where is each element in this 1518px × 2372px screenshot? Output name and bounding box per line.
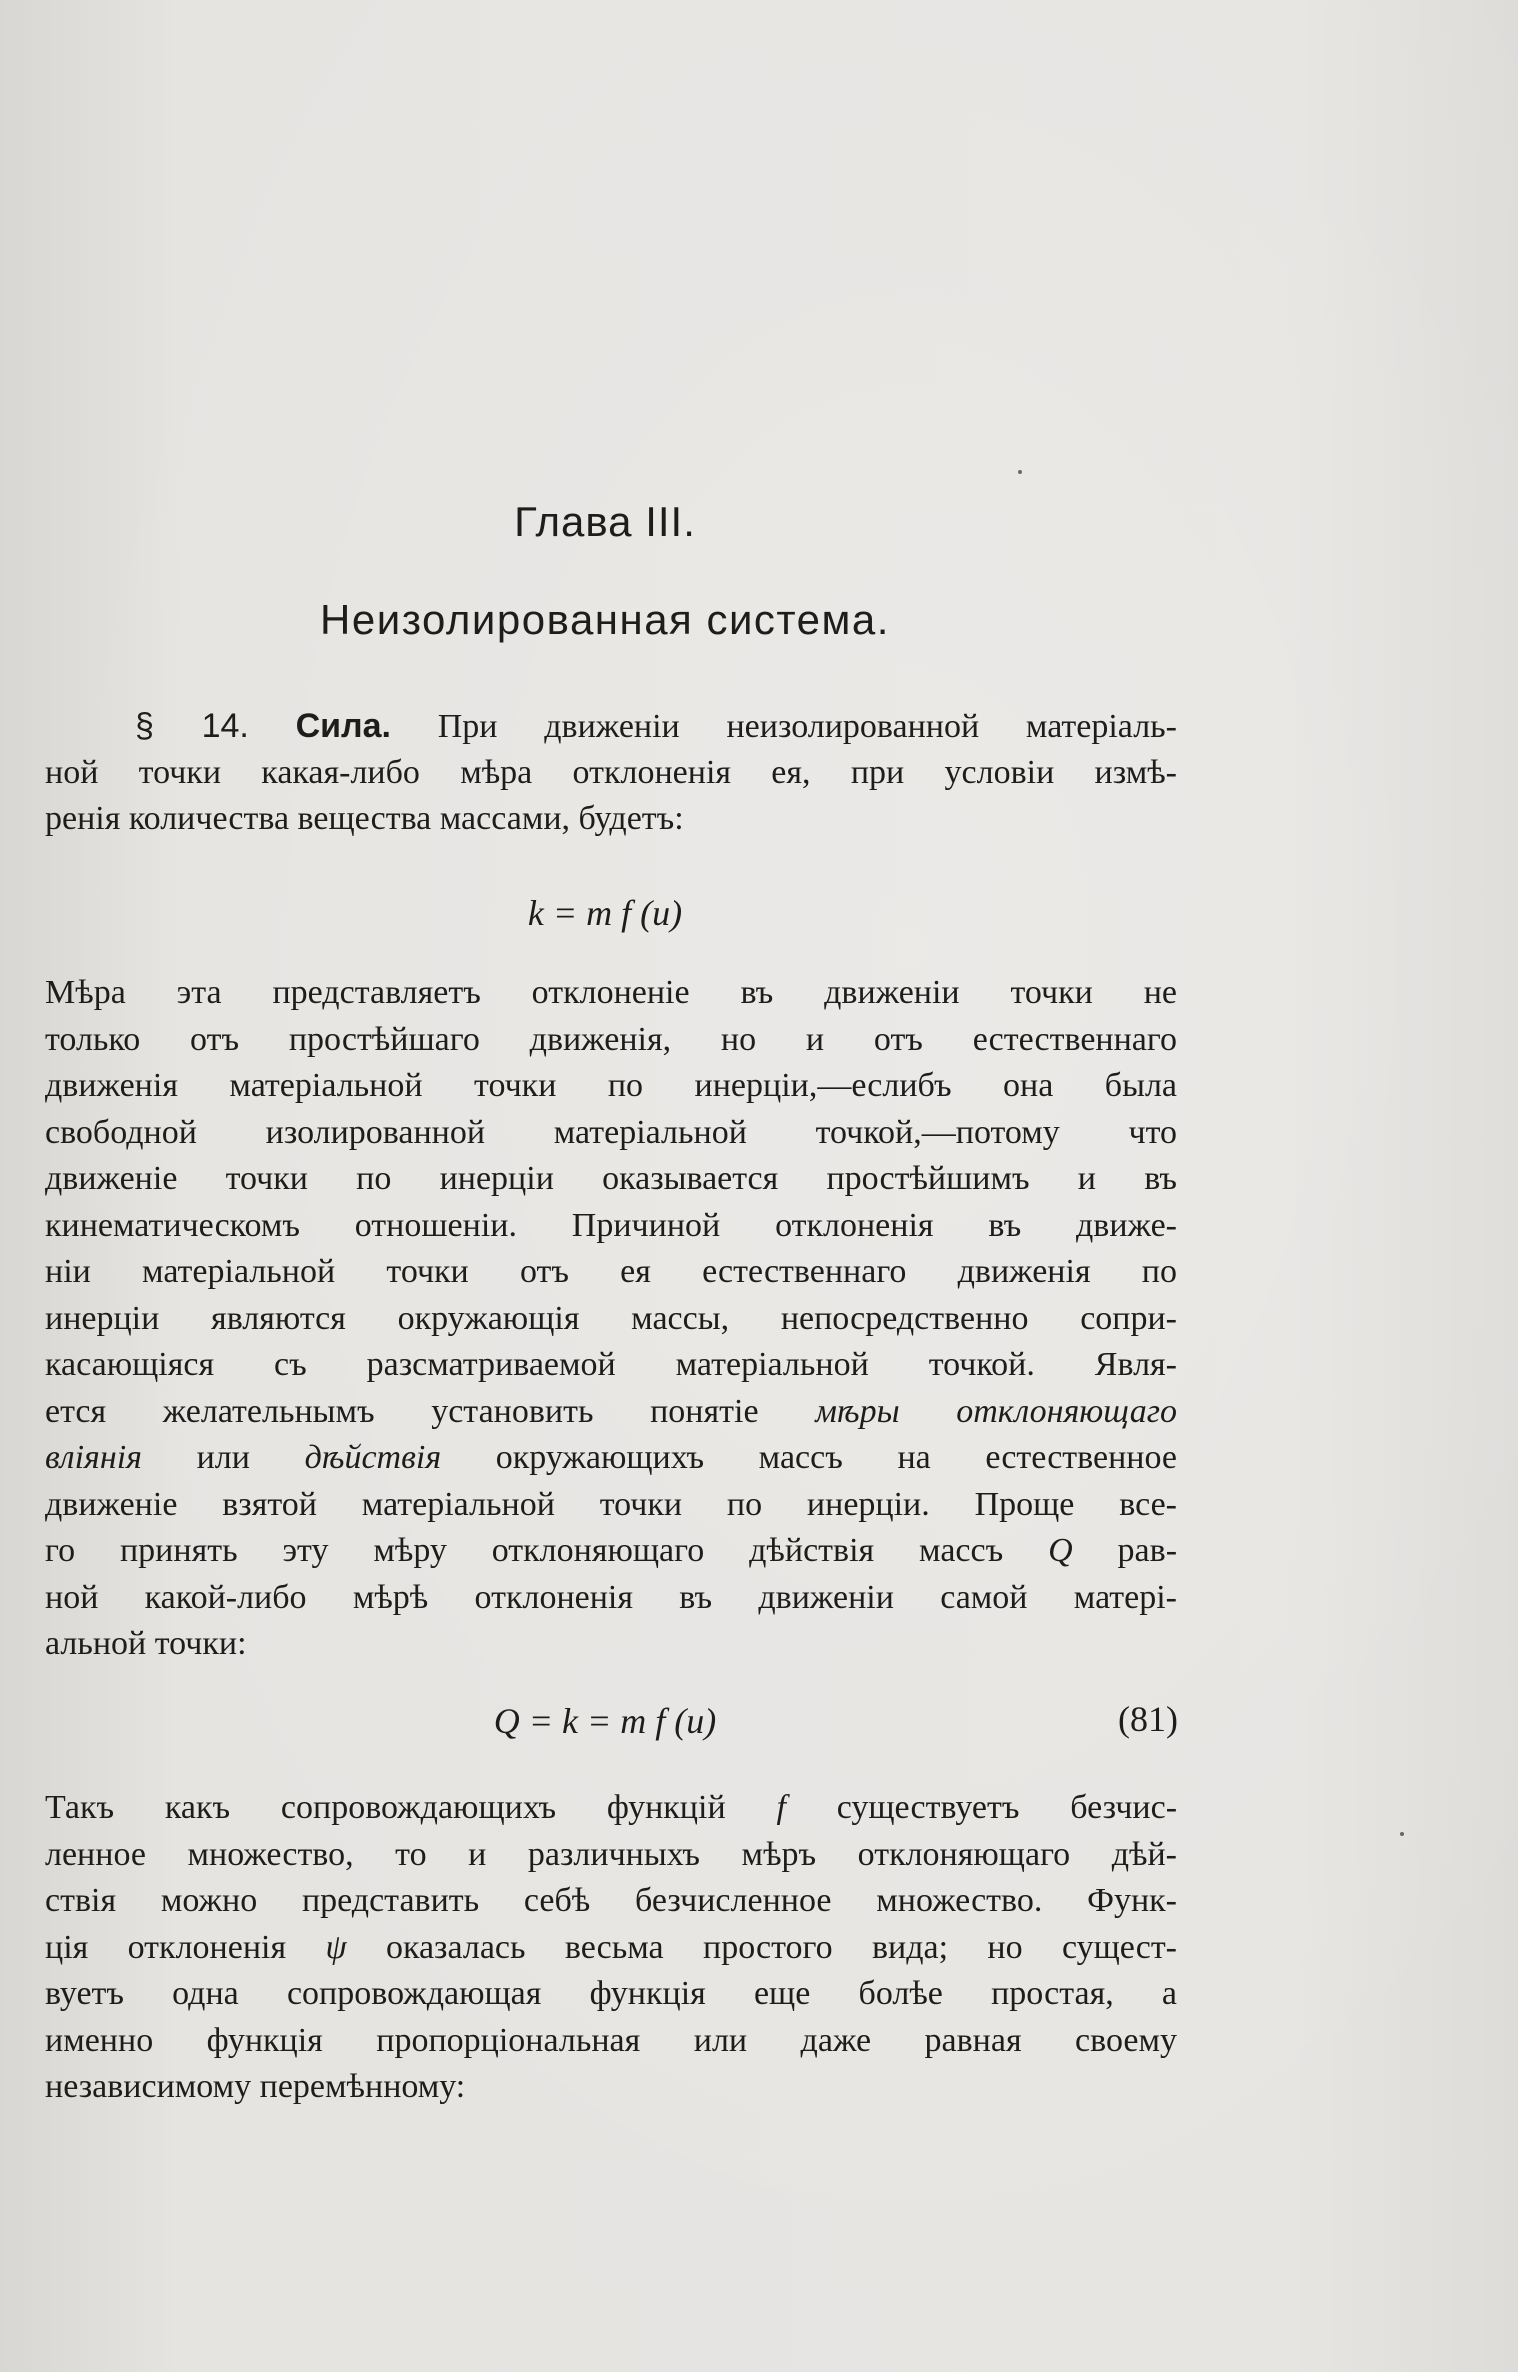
text-line: ленное множество, то и различныхъ мѣръ отклоняющаго дѣй-	[45, 1835, 1177, 1873]
emphasis-text: влiянiя	[45, 1439, 142, 1476]
text-line: нiи матерiальной точки отъ ея естественнаго движенiя по	[45, 1253, 1177, 1290]
text-line: свободной изолированной матерiальной точкой,—потому что	[45, 1113, 1177, 1151]
text-span: окружающихъ массъ на естественное	[495, 1439, 1177, 1476]
section-title: Сила.	[295, 707, 392, 745]
text-span: или	[196, 1439, 250, 1476]
text-line: ной какой-либо мѣрѣ отклоненiя въ движенiи самой матерi-	[45, 1578, 1177, 1616]
section-paragraph	[45, 703, 1177, 843]
text-line: вуетъ одна сопровождающая функцiя еще болѣе простая, а	[45, 1975, 1177, 2012]
formula-k: k = m f (u)	[527, 893, 683, 933]
text-line: именно функцiя пропорцiональная или даже равная своему	[45, 2021, 1177, 2059]
formula-q: Q = k = m f (u)	[493, 1701, 717, 1741]
text-line: инерцiи являются окружающiя массы, непосредственно сопри-	[45, 1299, 1177, 1337]
text-line	[45, 1528, 1177, 1575]
text-line: Мѣра эта представляетъ отклоненiе въ движенiи точки не	[45, 974, 1177, 1011]
text-line: ной точки какая-либо мѣра отклоненiя ея, при условiи измѣ-	[45, 753, 1177, 791]
text-line: кинематическомъ отношенiи. Причиной отклоненiя въ движе-	[45, 1206, 1177, 1244]
text-span: го принять эту мѣру отклоняющаго дѣйствiя массъ	[45, 1532, 1004, 1569]
text-line: независимому перемѣнному:	[45, 2068, 466, 2105]
text-line: движенiе взятой матерiальной точки по инерцiи. Проще все-	[45, 1485, 1177, 1523]
math-symbol: f	[776, 1789, 786, 1826]
text-line	[45, 1925, 1177, 1972]
text-line	[45, 703, 1177, 750]
emphasis-text: мѣры отклоняющаго	[815, 1392, 1178, 1430]
text-span: цiя отклоненiя	[45, 1928, 287, 1966]
paper-speck	[1018, 470, 1022, 474]
text-line: альной точки:	[45, 1625, 247, 1662]
body-paragraph	[45, 1785, 1177, 2111]
text-line: только отъ простѣйшаго движенiя, но и отъ естественнаго	[45, 1020, 1177, 1058]
math-symbol: ψ	[325, 1928, 347, 1966]
text-line: ренiя количества вещества массами, будетъ:	[45, 800, 684, 837]
text-span: Такъ какъ сопровождающихъ функцiй	[45, 1789, 726, 1826]
section-number: § 14.	[135, 707, 249, 745]
text-line	[45, 1389, 1177, 1436]
text-line: движенiе точки по инерцiи оказывается простѣйшимъ и въ	[45, 1160, 1177, 1197]
paper-speck	[1400, 1832, 1404, 1836]
text-line	[45, 1785, 1177, 1832]
chapter-title: Неизолированная система.	[320, 596, 890, 643]
text-span: При движенiи неизолированной матерiаль-	[437, 708, 1177, 745]
text-line	[45, 1435, 1177, 1482]
body-paragraph	[45, 970, 1177, 1668]
text-span: оказалась весьма простого вида; но сущест-	[385, 1928, 1178, 1966]
text-span: рав-	[1117, 1532, 1178, 1569]
equation-number: (81)	[1118, 1699, 1178, 1739]
text-line: ствiя можно представить себѣ безчисленное множество. Функ-	[45, 1882, 1177, 1919]
text-line: касающiяся съ разсматриваемой матерiальной точкой. Явля-	[45, 1346, 1177, 1383]
text-line: движенiя матерiальной точки по инерцiи,—еслибъ она была	[45, 1067, 1177, 1104]
emphasis-text: дѣйствiя	[304, 1439, 442, 1476]
text-span: ется желательнымъ установить понятiе	[45, 1392, 759, 1430]
text-span: существуетъ безчис-	[836, 1789, 1178, 1826]
math-symbol: Q	[1048, 1532, 1073, 1569]
chapter-number: Глава III.	[514, 498, 696, 545]
